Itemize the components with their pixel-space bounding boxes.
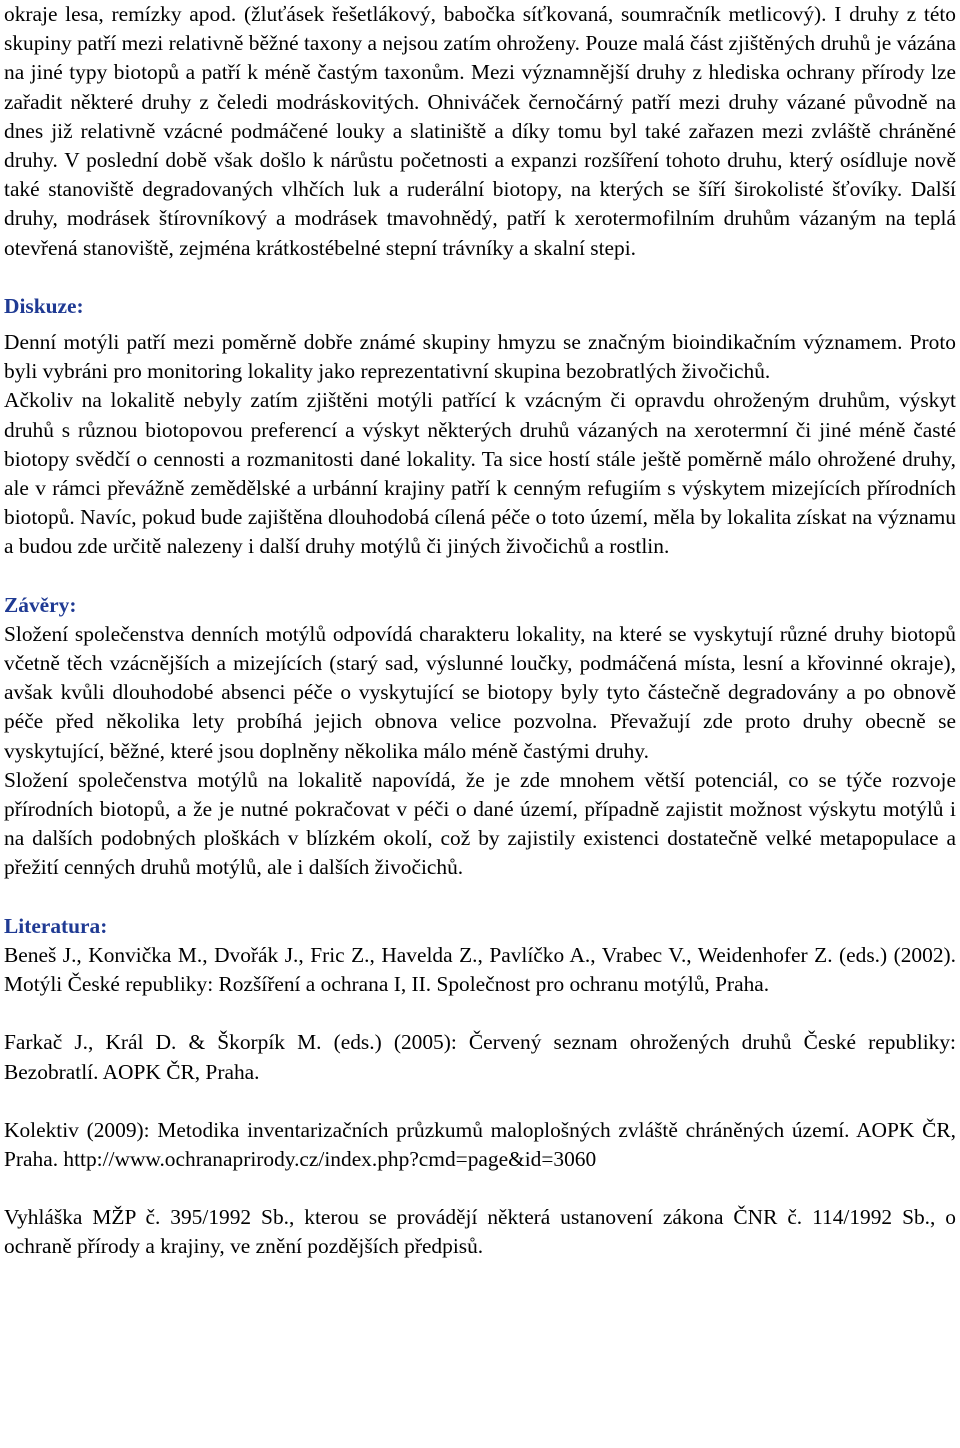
spacer <box>4 1174 956 1203</box>
references-heading: Literatura: <box>4 913 108 938</box>
reference-item: Kolektiv (2009): Metodika inventarizačních průzkumů maloplošných zvláště chráněných území. AOPK ČR, Praha. http://www.ochranaprirody.cz/index.php?cmd=page&id=3060 <box>4 1117 956 1171</box>
conclusions-section <box>4 591 956 883</box>
references-section <box>4 912 956 1262</box>
spacer <box>4 1087 956 1116</box>
conclusions-heading: Závěry: <box>4 592 77 617</box>
spacer <box>4 321 956 328</box>
reference-item: Vyhláška MŽP č. 395/1992 Sb., kterou se provádějí některá ustanovení zákona ČNR č. 114/1992 Sb., o ochraně přírody a krajiny, ve znění pozdějších předpisů. <box>4 1205 956 1259</box>
spacer <box>4 263 956 292</box>
document-page <box>4 0 956 1262</box>
spacer <box>4 883 956 912</box>
discussion-paragraph-1: Denní motýli patří mezi poměrně dobře známé skupiny hmyzu se značným bioindikačním významem. Proto byli vybráni pro monitoring lokality jako reprezentativní skupina bezobratlých živočichů. <box>4 330 956 384</box>
discussion-paragraph-2: Ačkoliv na lokalitě nebyly zatím zjištěni motýli patřící k vzácným či opravdu ohroženým druhům, výskyt druhů s různou biotopovou preferencí a výskyt některých druhů vázaných na xerotermní či jiné méně časté biotopy svědčí o cennosti a rozmanitosti dané lokality. Ta sice hostí stále ještě poměrně málo ohrožené druhy, ale v rámci převážně zemědělské a urbánní krajiny patří k cenným refugiím s výskytem mizejících přírodních biotopů. Navíc, pokud bude zajištěna dlouhodobá cílená péče o toto území, měla by lokalita získat na významu a budou zde určitě nalezeny i další druhy motýlů či jiných živočichů a rostlin. <box>4 388 956 559</box>
conclusions-paragraph-2: Složení společenstva motýlů na lokalitě napovídá, že je zde mnohem větší potenciál, co se týče rozvoje přírodních biotopů, a že je nutné pokračovat v péči o dané území, případně zajistit možnost výskytu motýlů i na dalších podobných ploškách v blízkém okolí, což by zajistily existenci dostatečně velké metapopulace a přežití cenných druhů motýlů, ale i dalších živočichů. <box>4 767 956 880</box>
discussion-section <box>4 292 956 562</box>
discussion-heading: Diskuze: <box>4 293 84 318</box>
conclusions-paragraph-1: Složení společenstva denních motýlů odpovídá charakteru lokality, na které se vyskytují různé druhy biotopů včetně těch vzácnějších a mizejících (starý sad, výslunné loučky, podmáčená místa, lesní a křovinné okraje), avšak kvůli dlouhodobé absenci péče o vyskytující se biotopy byly tyto částečně degradovány a po obnově péče před několika lety probíhá jejich obnova velice pozvolna. Převažují zde proto druhy obecně se vyskytující, běžné, které jsou doplněny několika málo méně častými druhy. <box>4 621 956 763</box>
spacer <box>4 999 956 1028</box>
spacer <box>4 562 956 591</box>
reference-item: Farkač J., Král D. & Škorpík M. (eds.) (2005): Červený seznam ohrožených druhů České republiky: Bezobratlí. AOPK ČR, Praha. <box>4 1030 956 1084</box>
intro-paragraph: okraje lesa, remízky apod. (žluťásek řešetlákový, babočka síťkovaná, soumračník metlicový). I druhy z této skupiny patří mezi relativně běžné taxony a nejsou zatím ohroženy. Pouze malá část zjištěných druhů je vázána na jiné typy biotopů a patří k méně častým taxonům. Mezi významnější druhy z hlediska ochrany přírody lze zařadit některé druhy z čeledi modráskovitých. Ohniváček černočárný patří mezi druhy vázané původně na dnes již relativně vzácné podmáčené louky a slatiniště a díky tomu byl také zařazen mezi zvláště chráněné druhy. V poslední době však došlo k nárůstu početnosti a expanzi rozšíření tohoto druhu, který osídluje nově také stanoviště degradovaných vlhčích luk a ruderální biotopy, na kterých se šíří širokolisté šťovíky. Další druhy, modrásek štírovníkový a modrásek tmavohnědý, patří k xerotermofilním druhům vázaným na teplá otevřená stanoviště, zejména krátkostébelné stepní trávníky a skalní stepi. <box>4 2 956 260</box>
reference-item: Beneš J., Konvička M., Dvořák J., Fric Z., Havelda Z., Pavlíčko A., Vrabec V., Weidenhofer Z. (eds.) (2002). Motýli České republiky: Rozšíření a ochrana I, II. Společnost pro ochranu motýlů, Praha. <box>4 942 956 997</box>
